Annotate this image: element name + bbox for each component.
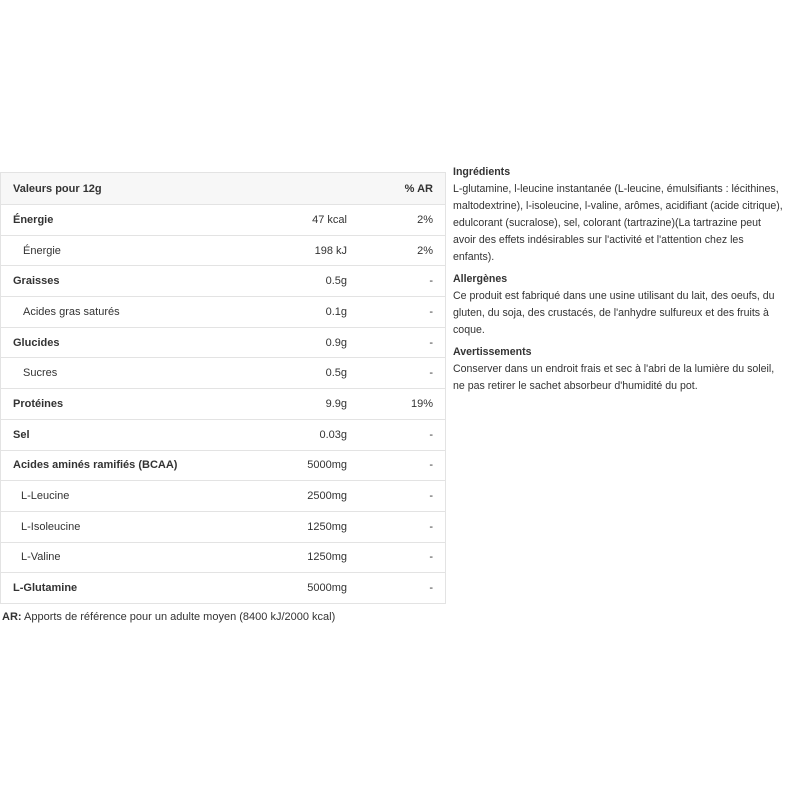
ingredients-text: L-glutamine, l-leucine instantanée (L-leucine, émulsifiants : lécithines, maltodextrine), l-isoleucine, l-valine, arômes, acidifiant (acide citrique), edulcorant (sucralose), sel, colorant (tartrazine)(La tartrazine peut avoir des effets indésirables sur l'activité et l'attention chez les enfants).	[453, 183, 783, 263]
table-row	[1, 419, 446, 450]
row-ar: -	[347, 542, 446, 573]
row-value: 0.03g	[247, 419, 347, 450]
header-name: Valeurs pour 12g	[1, 173, 248, 205]
row-name: Glucides	[1, 327, 248, 358]
row-name: Sucres	[1, 358, 248, 389]
row-ar: -	[347, 327, 446, 358]
nutrition-table-container	[0, 172, 433, 604]
allergens-text: Ce produit est fabriqué dans une usine utilisant du lait, des oeufs, du gluten, du soja, des crustacés, de l'anhydre sulfureux et des fruits à coque.	[453, 290, 775, 336]
row-ar: -	[347, 481, 446, 512]
table-row	[1, 235, 446, 266]
row-value: 1250mg	[247, 542, 347, 573]
table-header-row	[1, 173, 446, 205]
row-ar: -	[347, 511, 446, 542]
row-ar: 2%	[347, 205, 446, 236]
row-value: 47 kcal	[247, 205, 347, 236]
row-name: L-Glutamine	[1, 573, 248, 604]
row-name: L-Leucine	[1, 481, 248, 512]
row-value: 0.5g	[247, 266, 347, 297]
row-ar: -	[347, 297, 446, 328]
product-info	[453, 164, 783, 400]
header-ar: % AR	[347, 173, 446, 205]
row-name: Graisses	[1, 266, 248, 297]
row-value: 0.9g	[247, 327, 347, 358]
table-row	[1, 481, 446, 512]
row-ar: 2%	[347, 235, 446, 266]
table-row	[1, 573, 446, 604]
row-name: Acides gras saturés	[1, 297, 248, 328]
allergens-title: Allergènes	[453, 273, 508, 285]
warnings-text: Conserver dans un endroit frais et sec à l'abri de la lumière du soleil, ne pas retirer le sachet absorbeur d'humidité du pot.	[453, 363, 775, 392]
row-ar: -	[347, 573, 446, 604]
footnote-label: AR:	[2, 611, 22, 623]
row-name: Énergie	[1, 205, 248, 236]
warnings-section	[453, 344, 783, 395]
row-value: 1250mg	[247, 511, 347, 542]
footnote-text: Apports de référence pour un adulte moyen (8400 kJ/2000 kcal)	[21, 611, 336, 623]
ingredients-section	[453, 164, 783, 266]
table-row	[1, 327, 446, 358]
row-ar: 19%	[347, 389, 446, 420]
row-value: 198 kJ	[247, 235, 347, 266]
row-ar: -	[347, 450, 446, 481]
row-name: L-Isoleucine	[1, 511, 248, 542]
warnings-title: Avertissements	[453, 346, 532, 358]
header-value	[247, 173, 347, 205]
table-row	[1, 205, 446, 236]
table-row	[1, 358, 446, 389]
table-row	[1, 389, 446, 420]
row-ar: -	[347, 419, 446, 450]
row-value: 2500mg	[247, 481, 347, 512]
row-name: Énergie	[1, 235, 248, 266]
footnote	[2, 611, 335, 623]
row-value: 5000mg	[247, 573, 347, 604]
allergens-section	[453, 271, 783, 339]
row-value: 0.5g	[247, 358, 347, 389]
table-row	[1, 511, 446, 542]
row-ar: -	[347, 266, 446, 297]
row-name: Protéines	[1, 389, 248, 420]
table-row	[1, 542, 446, 573]
ingredients-title: Ingrédients	[453, 166, 511, 178]
table-row	[1, 450, 446, 481]
row-name: L-Valine	[1, 542, 248, 573]
table-row	[1, 266, 446, 297]
row-name: Acides aminés ramifiés (BCAA)	[1, 450, 248, 481]
row-value: 5000mg	[247, 450, 347, 481]
row-name: Sel	[1, 419, 248, 450]
row-value: 9.9g	[247, 389, 347, 420]
row-value: 0.1g	[247, 297, 347, 328]
row-ar: -	[347, 358, 446, 389]
table-row	[1, 297, 446, 328]
nutrition-table	[0, 172, 446, 604]
